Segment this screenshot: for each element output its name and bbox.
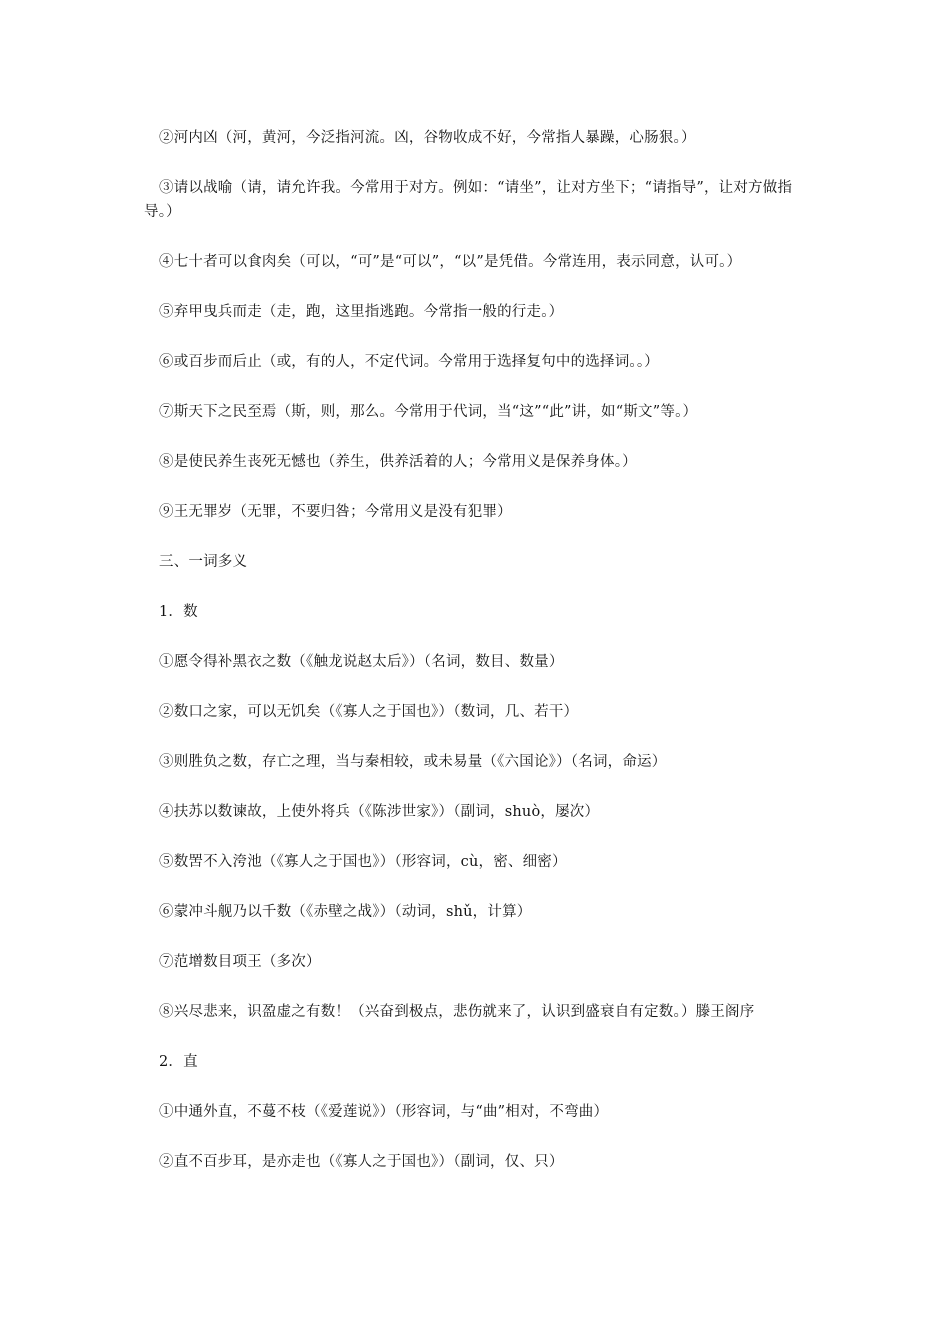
paragraph-meaning-zou: ⑤弃甲曳兵而走（走，跑，这里指逃跑。今常指一般的行走。） bbox=[159, 304, 564, 320]
paragraph-meaning-qing: ③请以战喻（请，请允许我。今常用于对方。例如：“请坐”，让对方坐下；“请指导”，让对方做指导。） bbox=[144, 180, 793, 220]
paragraph-meaning-he: ②河内凶（河，黄河，今泛指河流。凶，谷物收成不好，今常指人暴躁，心肠狠。） bbox=[159, 130, 696, 146]
example-zhi-2: ②直不百步耳，是亦走也（《寡人之于国也》）（副词，仅、只） bbox=[159, 1154, 564, 1170]
document-body bbox=[144, 126, 804, 1200]
subheading-zhi: 2．直 bbox=[159, 1054, 198, 1070]
example-shu-6: ⑥蒙冲斗舰乃以千数（《赤壁之战》）（动词，shǔ，计算） bbox=[159, 904, 532, 920]
example-shu-2: ②数口之家，可以无饥矣（《寡人之于国也》）（数词，几、若干） bbox=[159, 704, 579, 720]
example-shu-1: ①愿令得补黑衣之数（《触龙说赵太后》）（名词，数目、数量） bbox=[159, 654, 564, 670]
section-heading-polysemy: 三、一词多义 bbox=[159, 554, 248, 570]
example-shu-8: ⑧兴尽悲来，识盈虚之有数！（兴奋到极点，悲伤就来了，认识到盛衰自有定数。）滕王阁序 bbox=[159, 1004, 755, 1020]
example-shu-4: ④扶苏以数谏故，上使外将兵（《陈涉世家》）（副词，shuò，屡次） bbox=[159, 804, 600, 820]
example-shu-5: ⑤数罟不入洿池（《寡人之于国也》）（形容词，cù，密、细密） bbox=[159, 854, 567, 870]
example-zhi-1: ①中通外直，不蔓不枝（《爱莲说》）（形容词，与“曲”相对，不弯曲） bbox=[159, 1104, 609, 1120]
subheading-shu: 1．数 bbox=[159, 604, 198, 620]
paragraph-meaning-wuzui: ⑨王无罪岁（无罪，不要归咎；今常用义是没有犯罪） bbox=[159, 504, 512, 520]
example-shu-7: ⑦范增数目项王（多次） bbox=[159, 954, 321, 970]
paragraph-meaning-si: ⑦斯天下之民至焉（斯，则，那么。今常用于代词，当“这”“此”讲，如“斯文”等。） bbox=[159, 404, 698, 420]
example-shu-3: ③则胜负之数，存亡之理，当与秦相较，或未易量（《六国论》）（名词，命运） bbox=[159, 754, 667, 770]
paragraph-meaning-huo: ⑥或百步而后止（或，有的人，不定代词。今常用于选择复句中的选择词。。） bbox=[159, 354, 659, 370]
paragraph-meaning-keyi: ④七十者可以食肉矣（可以，“可”是“可以”，“以”是凭借。今常连用，表示同意，认可。） bbox=[159, 254, 742, 270]
paragraph-meaning-yangsheng: ⑧是使民养生丧死无憾也（养生，供养活着的人；今常用义是保养身体。） bbox=[159, 454, 637, 470]
